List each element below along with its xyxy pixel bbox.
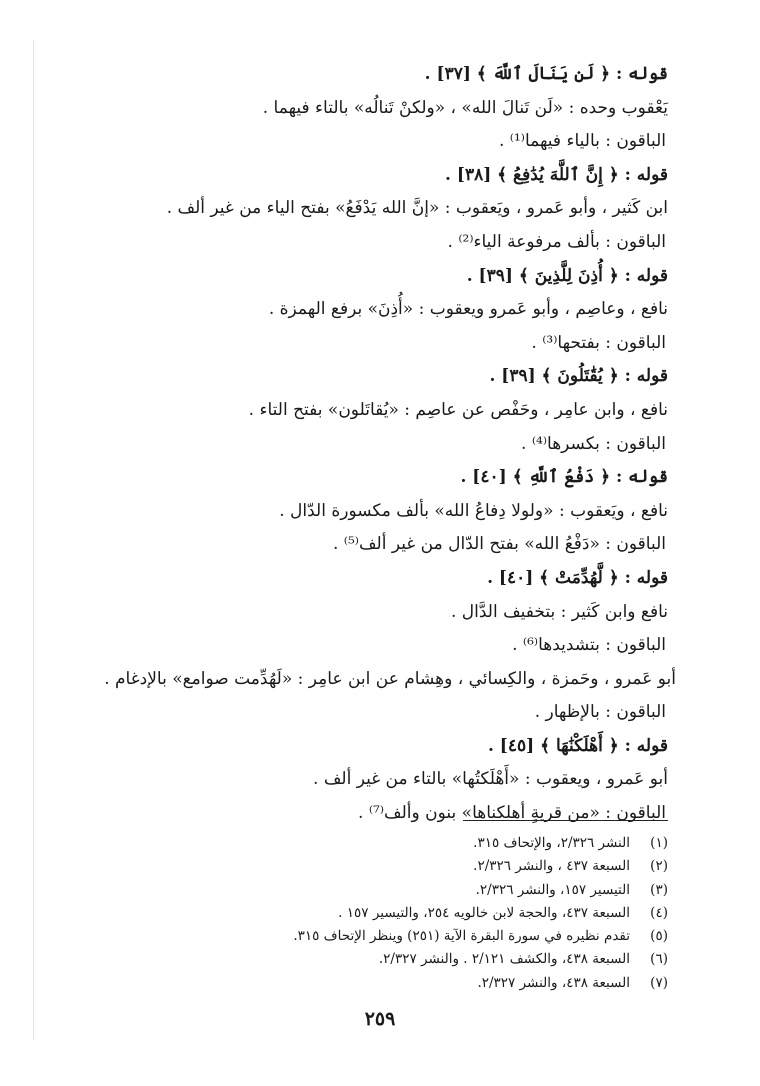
footnote-separator bbox=[463, 820, 668, 821]
text-line: الباقون : بالإظهار . bbox=[534, 702, 666, 723]
footnote bbox=[108, 902, 668, 925]
footnote-number: (٢) bbox=[650, 858, 668, 875]
text-line: نافع وابن كَثير : بتخفيف الدَّال . bbox=[450, 601, 668, 622]
text-line: قوله : ﴿ لَن يَنَالَ ٱللَّهَ ﴾ [٣٧] . bbox=[424, 64, 668, 84]
footnote-number: (٣) bbox=[650, 881, 668, 898]
text-line: أبو عَمرو ، ويعقوب : «أَهْلَكتُها» بالتاء من غير ألف . bbox=[313, 769, 668, 790]
text-line: نافع ، ويَعقوب : «ولولا دِفاعُ الله» بألف مكسورة الدّال . bbox=[279, 500, 668, 521]
text-line: الباقون : «دَفْعُ الله» بفتح الدّال من غير ألف⁽⁵⁾ . bbox=[332, 534, 666, 555]
footnote-number: (٤) bbox=[650, 904, 668, 921]
footnote-number: (٧) bbox=[650, 974, 668, 991]
footnote-text: النشر ٢/٣٢٦، والإتحاف ٣١٥. bbox=[473, 835, 630, 851]
text-line: الباقون : بكسرها⁽⁴⁾ . bbox=[521, 433, 666, 454]
footnote-text: السبعة ٤٣٨، والكشف ٢/١٢١ . والنشر ٢/٣٢٧. bbox=[378, 951, 630, 968]
text-line: ابن كَثير ، وأبو عَمرو ، ويَعقوب : «إنَّ الله يَدْفَعُ» بفتح الياء من غير ألف . bbox=[166, 198, 668, 219]
text-line: قوله : ﴿ لَّهُدِّمَتْ ﴾ [٤٠] . bbox=[487, 567, 668, 588]
footnote bbox=[108, 879, 668, 902]
footnote bbox=[108, 832, 668, 855]
scan-edge-line bbox=[33, 40, 34, 1040]
text-line: قوله : ﴿ أُذِنَ لِلَّذِينَ ﴾ [٣٩] . bbox=[466, 265, 668, 286]
text-line: قوله : ﴿ أَهْلَكْنَٰهَا ﴾ [٤٥] . bbox=[487, 735, 668, 756]
footnote-text: السبعة ٤٣٧، والحجة لابن خالويه ٢٥٤، والتيسير ١٥٧ . bbox=[338, 904, 630, 921]
text-line: يَعْقوب وحده : «لَن تَنالَ الله» ، «ولكنْ تَنالُه» بالتاء فيهما . bbox=[262, 97, 668, 118]
text-line: نافع ، وابن عامِر ، وحَفْص عن عاصِم : «يُقاتَلون» بفتح التاء . bbox=[248, 399, 668, 420]
footnote-number: (١) bbox=[650, 835, 668, 851]
footnote-number: (٦) bbox=[650, 951, 668, 968]
footnote bbox=[108, 948, 668, 971]
text-line: الباقون : بفتحها⁽³⁾ . bbox=[531, 332, 666, 353]
text-line: الباقون : بالياء فيهما⁽¹⁾ . bbox=[498, 131, 666, 152]
footnote-text: التيسير ١٥٧، والنشر ٢/٣٢٦. bbox=[475, 881, 630, 898]
main-text bbox=[104, 58, 676, 831]
footnote-text: السبعة ٤٣٨، والنشر ٢/٣٢٧. bbox=[477, 974, 630, 991]
footnote bbox=[108, 855, 668, 878]
text-line: الباقون : «من قريةٍ أهلكناها» بنون وألف⁽⁷⁾ . bbox=[358, 803, 666, 824]
footnote-number: (٥) bbox=[650, 928, 668, 945]
text-line: أبو عَمرو ، وحَمزة ، والكِسائي ، وهِشام عن ابن عامِر : «لَهُدِّمت صوامع» بالإدغام . bbox=[104, 668, 676, 689]
footnote-text: تقدم نظيره في سورة البقرة الآية (٢٥١) وينظر الإتحاف ٣١٥. bbox=[293, 928, 630, 945]
text-line: الباقون : بألف مرفوعة الياء⁽²⁾ . bbox=[447, 231, 666, 252]
text-line: قوله : ﴿ يُقَٰتَلُونَ ﴾ [٣٩] . bbox=[489, 366, 668, 387]
footnote-text: السبعة ٤٣٧ ، والنشر ٢/٣٢٦. bbox=[473, 858, 630, 875]
text-line: قوله : ﴿ إِنَّ ٱللَّهَ يُدَٰفِعُ ﴾ [٣٨] . bbox=[445, 164, 668, 185]
text-line: نافع ، وعاصِم ، وأبو عَمرو ويعقوب : «أُذِنَ» برفع الهمزة . bbox=[268, 299, 668, 320]
page-number: ٢٥٩ bbox=[364, 1008, 396, 1030]
footnotes bbox=[108, 832, 668, 995]
footnote bbox=[108, 925, 668, 948]
footnote bbox=[108, 972, 668, 995]
text-line: قوله : ﴿ دَفْعُ ٱللَّهِ ﴾ [٤٠] . bbox=[460, 467, 668, 488]
text-line: الباقون : بتشديدها⁽⁶⁾ . bbox=[512, 635, 666, 656]
